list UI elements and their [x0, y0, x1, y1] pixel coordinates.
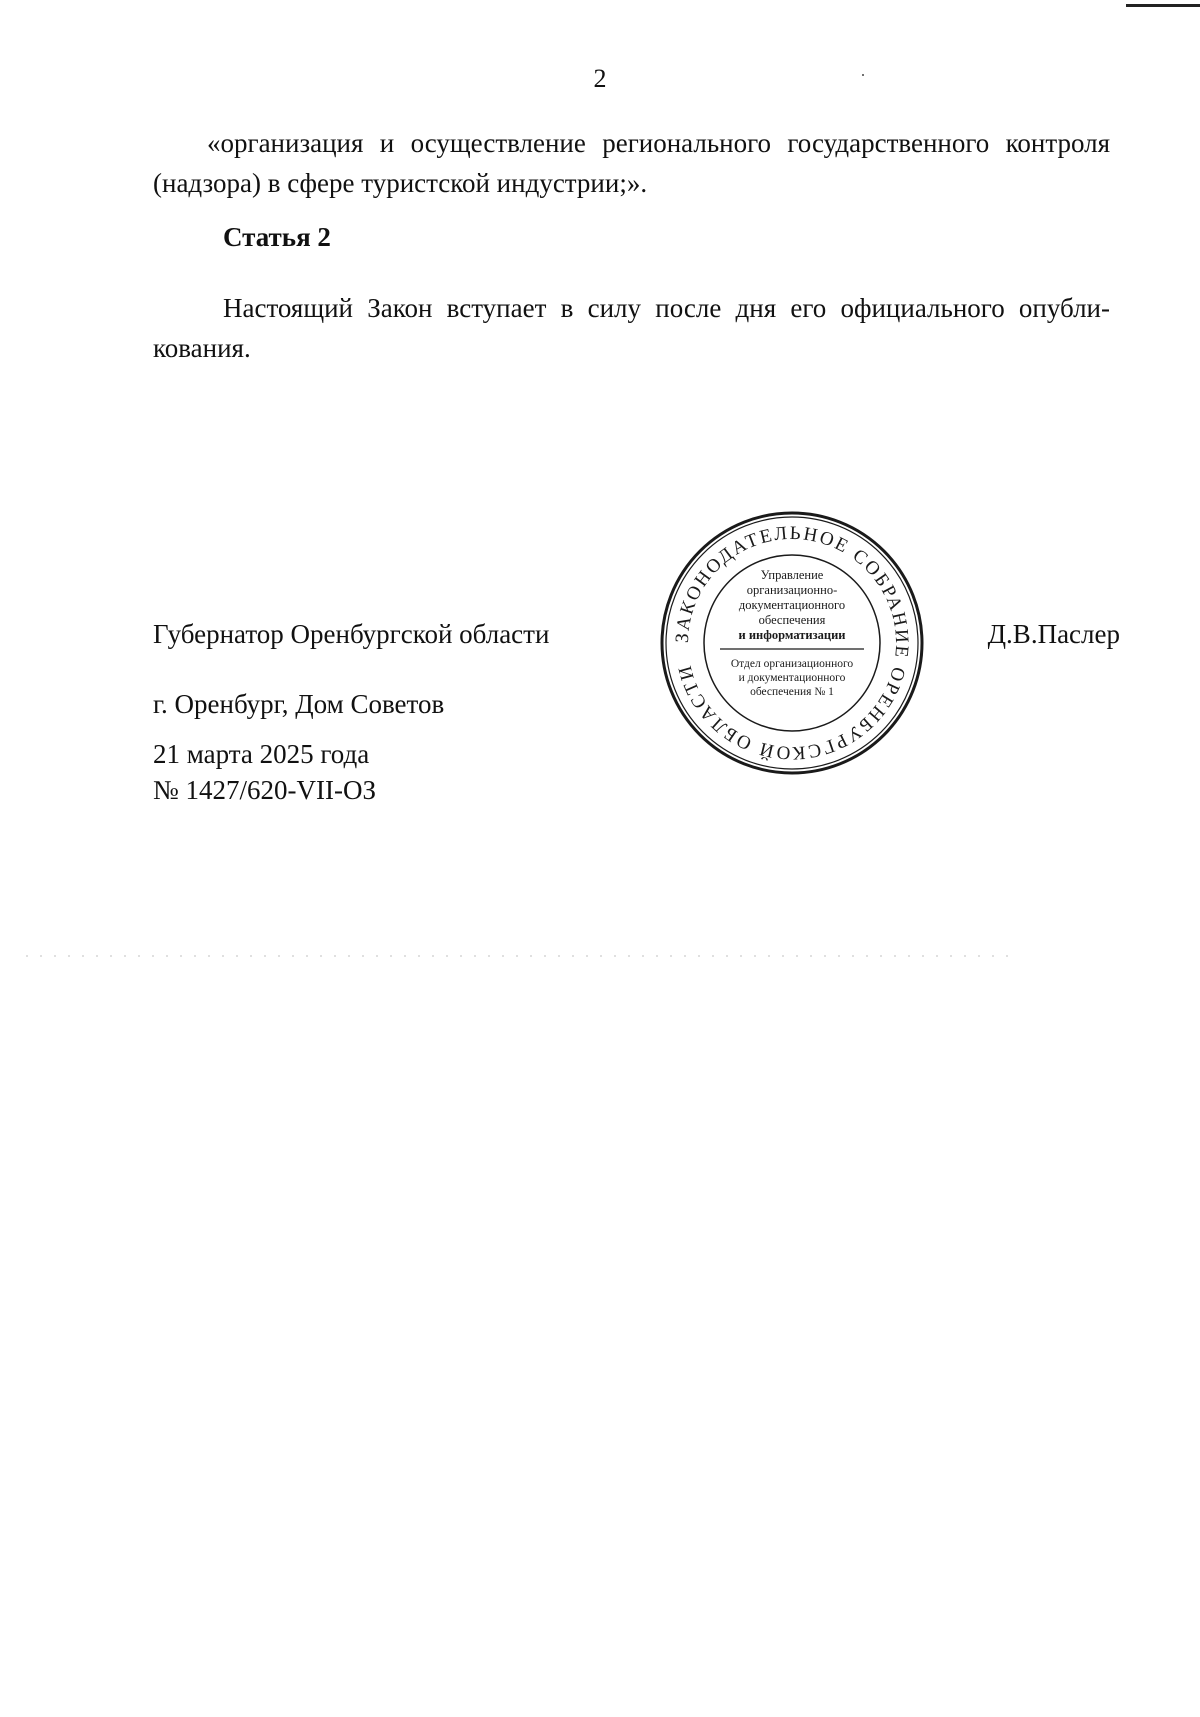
seal-inner-text — [739, 568, 846, 642]
seal-inner-line: обеспечения — [758, 613, 826, 627]
seal-inner-line: и информатизации — [738, 628, 846, 642]
law-number: № 1427/620-VII-ОЗ — [153, 775, 377, 805]
signing-place: г. Оренбург, Дом Советов — [153, 689, 445, 719]
seal-inner-line: организационно- — [746, 583, 838, 597]
article-2-heading: Статья 2 — [223, 222, 331, 252]
seal-graphic — [658, 509, 926, 777]
scan-edge-mark — [1126, 4, 1200, 7]
seal-department-text — [731, 658, 854, 698]
seal-dept-line: обеспечения № 1 — [750, 686, 834, 698]
seal-inner-line: Управление — [760, 568, 824, 582]
signing-date: 21 марта 2025 года — [153, 739, 370, 769]
article-1-continuation: «организация и осуществление регионального государственного контроля (надзора) в сфере туристской индустрии;». — [153, 128, 1110, 198]
governor-name: Д.В.Паслер — [987, 619, 1120, 649]
seal-inner-line: документационного — [738, 598, 846, 612]
scan-noise — [20, 955, 1020, 957]
seal-dept-line: и документационного — [738, 672, 846, 684]
seal-dept-line: Отдел организационного — [730, 658, 854, 670]
scan-speck — [862, 74, 864, 76]
seal-outer-ring — [662, 513, 922, 773]
seal-ring-textpath: ЗАКОНОДАТЕЛЬНОЕ СОБРАНИЕ ОРЕНБУРГСКОЙ ОБЛАСТИ — [671, 522, 913, 764]
page-number: 2 — [593, 64, 607, 93]
official-seal — [658, 509, 926, 777]
governor-title: Губернатор Оренбургской области — [153, 619, 550, 649]
article-2-text: Настоящий Закон вступает в силу после дня его официального опубликования. — [153, 293, 1110, 363]
seal-ring-text — [672, 523, 912, 763]
